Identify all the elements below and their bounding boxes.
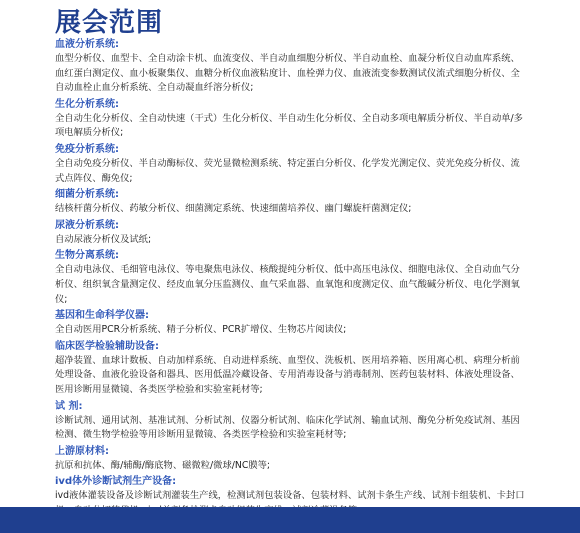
page-title: 展会范围 [55, 8, 164, 38]
section-blood-analysis [55, 37, 525, 96]
section-body: 全自动医用PCR分析系统、精子分析仪、PCR扩增仪、生物芯片阅读仪; [55, 324, 347, 336]
section-lab-aux-equipment [55, 339, 525, 398]
section-heading: 免疫分析系统: [55, 143, 119, 155]
section-body: 自动尿液分析仪及试纸; [55, 233, 152, 245]
section-heading: 细菌分析系统: [55, 189, 119, 201]
section-body: 结核杆菌分析仪、药敏分析仪、细菌测定系统、快速细菌培养仪、幽门螺旋杆菌测定仪; [55, 203, 412, 215]
section-heading: 生化分析系统: [55, 98, 119, 110]
section-body: 诊断试剂、通用试剂、基准试剂、分析试剂、仪器分析试剂、临床化学试剂、输血试剂、酶免分析免疫试剂、基因检测、微生物学检验等用诊断用显微镜、各类医学检验和实验室耗材等; [55, 414, 520, 441]
section-heading: 血液分析系统: [55, 39, 119, 50]
section-heading: 上游原材料: [55, 445, 109, 457]
scope-list [55, 36, 525, 518]
section-body: 全自动电泳仪、毛细管电泳仪、等电聚焦电泳仪、核酸提纯分析仪、低中高压电泳仪、细胞电泳仪、全自动血气分析仪、组织氧含量测定仪、经皮血氧分压监测仪、血气采血器、血氧饱和度测定仪、血气酸碱分析仪、电化学测氧仪; [55, 264, 520, 305]
section-immunology [55, 142, 525, 186]
section-heading: 尿液分析系统: [55, 219, 119, 231]
section-bioseparation [55, 248, 525, 307]
section-body: 全自动免疫分析仪、半自动酶标仪、荧光显微检测系统、特定蛋白分析仪、化学发光测定仪、荧光免疫分析仪、流式点阵仪、酶免仪; [55, 157, 520, 184]
section-body: 抗原和抗体、酶/辅酶/酶底物、磁微粒/微球/NC膜等; [55, 459, 271, 471]
section-heading: ivd体外诊断试剂生产设备: [55, 476, 177, 488]
section-heading: 试 剂: [55, 400, 83, 412]
section-urine [55, 218, 525, 248]
section-body: 超净装置、血球计数板、自动加样系统、自动进样系统、血型仪、洗板机、医用培养箱、医用离心机、病理分析前处理设备、血液化验设备和器具、医用低温冷藏设备、专用消毒设备与消毒制剂、医药包装材料、体液处理设备、医用诊断用显微镜、各类医学检验和实验室耗材等; [55, 354, 520, 395]
section-reagents [55, 399, 525, 443]
section-biochemistry [55, 97, 525, 141]
section-heading: 临床医学检验辅助设备: [55, 340, 159, 352]
section-body: 血型分析仪、血型卡、全自动涂卡机、血流变仪、半自动血细胞分析仪、半自动血栓、血凝分析仪自动血库系统、血红蛋白测定仪、血小板聚集仪、血糖分析仪血液粘度计、血栓弹力仪、血液流变参数测试仪流式细胞分析仪、全自动血栓止血分析系统、全自动凝血纤溶分析仪; [55, 53, 520, 94]
section-genetics [55, 308, 525, 338]
footer-band [0, 507, 580, 533]
section-body: 全自动生化分析仪、全自动快速（干式）生化分析仪、半自动生化分析仪、全自动多项电解质分析仪、半自动单/多项电解质分析仪; [55, 112, 523, 139]
section-body: ivd液体灌装设备及诊断试剂灌装生产线，检测试剂包装设备、包装材料、试剂卡条生产线、试剂卡组装机、卡封口 [55, 490, 525, 502]
section-raw-materials [55, 444, 525, 474]
section-bacteria [55, 187, 525, 217]
section-heading: 基因和生命科学仪器: [55, 310, 149, 322]
section-heading: 生物分离系统: [55, 250, 119, 262]
